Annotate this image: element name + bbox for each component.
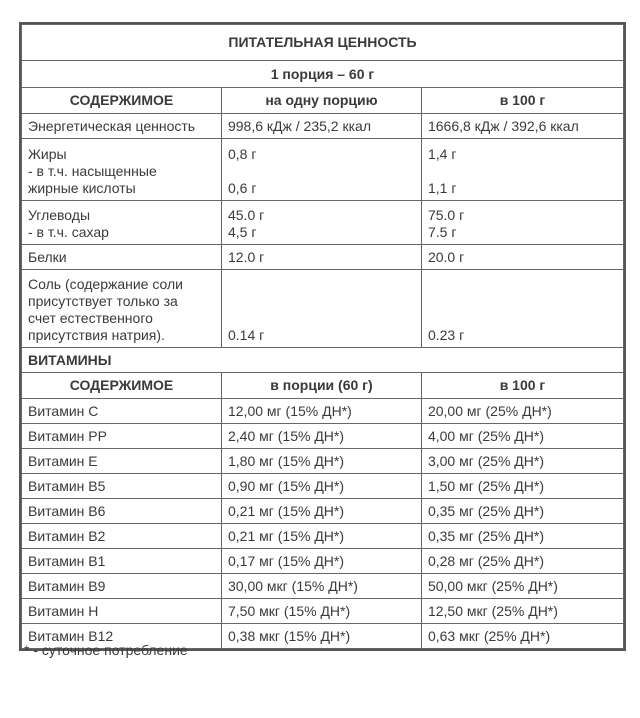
salt-line4: присутствия натрия). bbox=[28, 327, 165, 343]
fats-per-portion: 0,8 г bbox=[227, 146, 257, 162]
salt-line3: счет естественного bbox=[28, 310, 153, 326]
vitamin-name: Витамин В1 bbox=[22, 549, 222, 574]
energy-per-100: 1666,8 кДж / 392,6 ккал bbox=[421, 114, 623, 139]
fats-name-cell bbox=[22, 139, 222, 201]
header-content: СОДЕРЖИМОЕ bbox=[22, 88, 222, 114]
fats-per-portion-cell bbox=[221, 139, 421, 201]
energy-per-portion: 998,6 кДж / 235,2 ккал bbox=[221, 114, 421, 139]
table-row bbox=[22, 499, 624, 524]
vitamin-per-100: 3,00 мг (25% ДН*) bbox=[421, 449, 623, 474]
vitamins-header-content: СОДЕРЖИМОЕ bbox=[22, 373, 222, 399]
table-row bbox=[22, 474, 624, 499]
vitamin-name: Витамин В9 bbox=[22, 574, 222, 599]
table-row bbox=[22, 574, 624, 599]
vitamin-per-100: 0,28 мг (25% ДН*) bbox=[421, 549, 623, 574]
protein-per-100: 20.0 г bbox=[421, 245, 623, 270]
vitamins-section-title: ВИТАМИНЫ bbox=[22, 348, 624, 373]
salt-line1: Соль (содержание соли bbox=[28, 276, 183, 292]
vitamin-name: Витамин В6 bbox=[22, 499, 222, 524]
carbs-per-portion-cell bbox=[221, 201, 421, 245]
header-per-portion: на одну порцию bbox=[221, 88, 421, 114]
carbs-per-100: 75.0 г bbox=[427, 207, 465, 223]
vitamin-per-portion: 30,00 мкг (15% ДН*) bbox=[221, 574, 421, 599]
energy-name: Энергетическая ценность bbox=[22, 114, 222, 139]
protein-per-portion: 12.0 г bbox=[221, 245, 421, 270]
table-row bbox=[22, 449, 624, 474]
vitamin-per-portion: 0,21 мг (15% ДН*) bbox=[221, 524, 421, 549]
vitamin-per-100: 4,00 мг (25% ДН*) bbox=[421, 424, 623, 449]
carbs-name-cell bbox=[22, 201, 222, 245]
vitamin-per-portion: 1,80 мг (15% ДН*) bbox=[221, 449, 421, 474]
table-title: ПИТАТЕЛЬНАЯ ЦЕННОСТЬ bbox=[22, 25, 624, 61]
vitamin-per-100: 0,35 мг (25% ДН*) bbox=[421, 524, 623, 549]
fats-per-100-sub: 1,1 г bbox=[427, 180, 457, 196]
nutrition-table-frame bbox=[19, 22, 626, 651]
vitamins-header-per-100: в 100 г bbox=[421, 373, 623, 399]
table-row bbox=[22, 599, 624, 624]
fats-sub2: жирные кислоты bbox=[28, 180, 136, 196]
carbs-name: Углеводы bbox=[28, 207, 91, 223]
salt-name-cell bbox=[22, 270, 222, 348]
vitamin-per-100: 50,00 мкг (25% ДН*) bbox=[421, 574, 623, 599]
carbs-per-portion-sub: 4,5 г bbox=[227, 224, 257, 240]
vitamin-name: Витамин В5 bbox=[22, 474, 222, 499]
protein-name: Белки bbox=[22, 245, 222, 270]
carbs-sub: - в т.ч. сахар bbox=[28, 224, 109, 240]
nutrition-table bbox=[21, 24, 624, 649]
salt-line2: присутствует только за bbox=[28, 293, 178, 309]
vitamin-per-100: 0,35 мг (25% ДН*) bbox=[421, 499, 623, 524]
vitamin-name: Витамин С bbox=[22, 399, 222, 424]
carbs-per-100-sub: 7.5 г bbox=[427, 224, 457, 240]
table-row bbox=[22, 524, 624, 549]
vitamin-per-100: 0,63 мкг (25% ДН*) bbox=[421, 624, 623, 649]
vitamin-per-100: 12,50 мкг (25% ДН*) bbox=[421, 599, 623, 624]
vitamin-per-portion: 0,17 мг (15% ДН*) bbox=[221, 549, 421, 574]
vitamin-name: Витамин В2 bbox=[22, 524, 222, 549]
vitamin-per-100: 1,50 мг (25% ДН*) bbox=[421, 474, 623, 499]
vitamin-name: Витамин В12 bbox=[22, 624, 222, 649]
vitamin-name: Витамин PP bbox=[22, 424, 222, 449]
table-row bbox=[22, 549, 624, 574]
fats-per-100-cell bbox=[421, 139, 623, 201]
vitamin-per-portion: 0,90 мг (15% ДН*) bbox=[221, 474, 421, 499]
fats-sub1: - в т.ч. насыщенные bbox=[28, 163, 157, 179]
footnote: * - суточное потребление bbox=[24, 642, 188, 658]
table-row bbox=[22, 424, 624, 449]
salt-per-100: 0.23 г bbox=[421, 270, 623, 348]
vitamin-name: Витамин Н bbox=[22, 599, 222, 624]
fats-per-portion-sub: 0,6 г bbox=[227, 180, 257, 196]
portion-size: 1 порция – 60 г bbox=[22, 61, 624, 88]
carbs-per-portion: 45.0 г bbox=[227, 207, 265, 223]
salt-per-portion: 0.14 г bbox=[221, 270, 421, 348]
vitamin-per-portion: 12,00 мг (15% ДН*) bbox=[221, 399, 421, 424]
header-per-100: в 100 г bbox=[421, 88, 623, 114]
vitamin-per-portion: 7,50 мкг (15% ДН*) bbox=[221, 599, 421, 624]
vitamin-per-100: 20,00 мг (25% ДН*) bbox=[421, 399, 623, 424]
vitamin-per-portion: 0,21 мг (15% ДН*) bbox=[221, 499, 421, 524]
carbs-per-100-cell bbox=[421, 201, 623, 245]
vitamin-per-portion: 0,38 мкг (15% ДН*) bbox=[221, 624, 421, 649]
table-row bbox=[22, 399, 624, 424]
vitamin-name: Витамин Е bbox=[22, 449, 222, 474]
vitamin-per-portion: 2,40 мг (15% ДН*) bbox=[221, 424, 421, 449]
vitamins-header-per-portion: в порции (60 г) bbox=[221, 373, 421, 399]
fats-per-100: 1,4 г bbox=[427, 146, 457, 162]
fats-name: Жиры bbox=[28, 146, 67, 162]
